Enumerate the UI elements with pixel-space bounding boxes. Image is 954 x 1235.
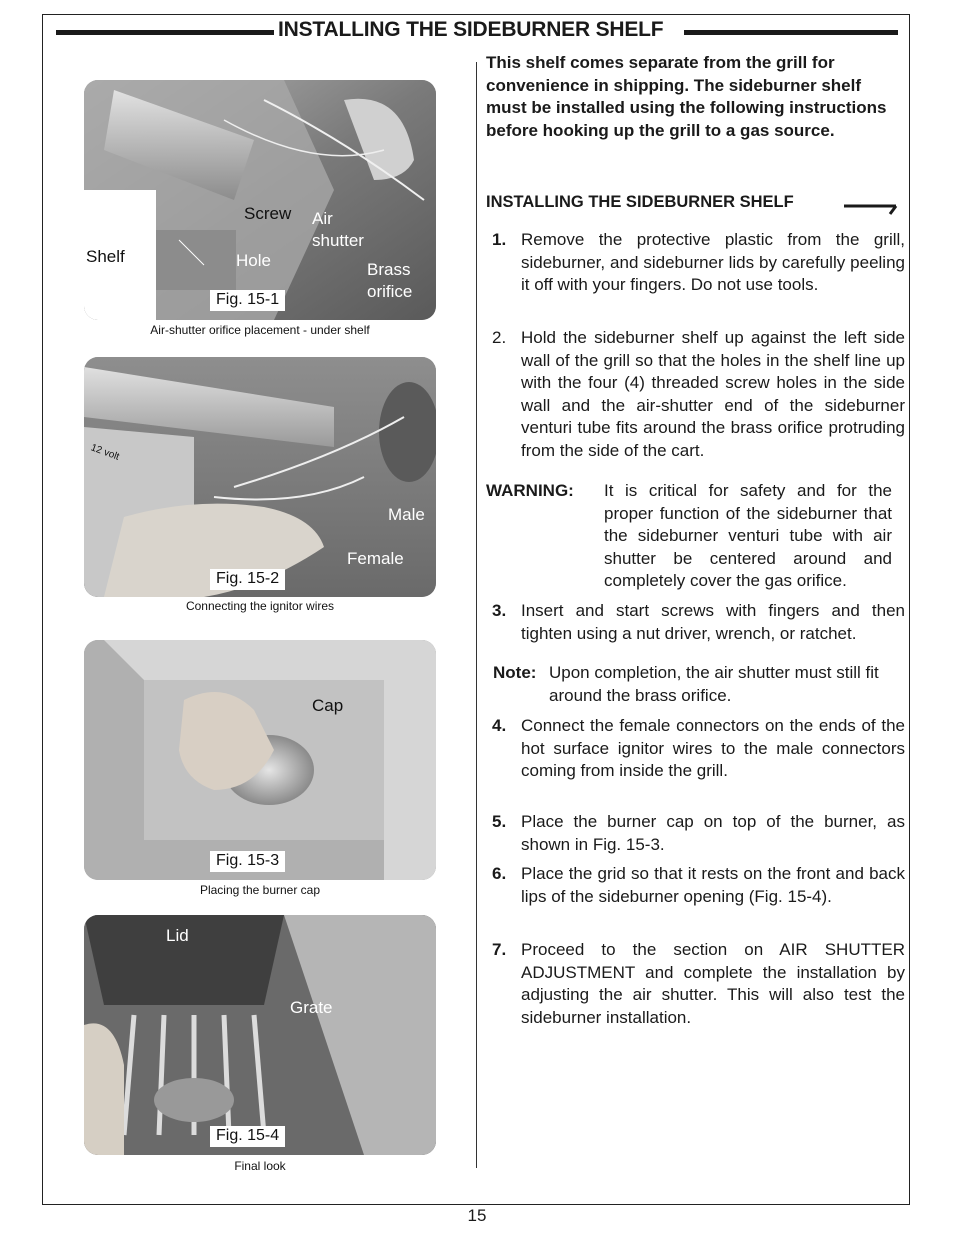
photo-final-look (84, 915, 436, 1155)
page-title: INSTALLING THE SIDEBURNER SHELF (278, 18, 664, 41)
figure-caption: Connecting the ignitor wires (185, 599, 335, 613)
label-air-shutter: Air shutter (312, 209, 364, 250)
step-text: Proceed to the section on AIR SHUTTER ADJUSTMENT and complete the installation by adjusting the air shutter. This will also test the sideburner installation. (521, 940, 905, 1027)
figure-15-4 (84, 915, 436, 1155)
step-text: Place the burner cap on top of the burner, as shown in Fig. 15-3. (521, 812, 905, 854)
intro-paragraph: This shelf comes separate from the grill for convenience in shipping. The sideburner shelf must be installed using the following instructions before hooking up the grill to a gas source. (486, 53, 887, 140)
step-number: 3. (492, 601, 507, 620)
figure-caption: Placing the burner cap (199, 883, 321, 897)
arrow-icon (842, 200, 900, 216)
label-hole: Hole (236, 251, 271, 270)
photo-burner-cap (84, 640, 436, 880)
step-text: Insert and start screws with fingers and then tighten using a nut driver, wrench, or ratchet. (521, 601, 905, 643)
step-number: 2. (492, 328, 507, 347)
label-male: Male (388, 505, 425, 524)
step-3 (492, 600, 905, 645)
step-text: Connect the female connectors on the ends of the hot surface ignitor wires to the male connectors coming from inside the grill. (521, 716, 905, 780)
label-female: Female (347, 549, 404, 568)
page-number: 15 (467, 1206, 487, 1225)
label-cap: Cap (312, 696, 344, 715)
step-2 (492, 327, 905, 462)
section-header (56, 18, 898, 44)
subsection-heading: INSTALLING THE SIDEBURNER SHELF (486, 193, 794, 211)
figure-15-1 (84, 80, 436, 320)
figure-15-3 (84, 640, 436, 880)
note-label: Note: (493, 663, 537, 682)
step-number: 5. (492, 812, 507, 831)
step-number: 4. (492, 716, 507, 735)
step-1 (492, 229, 905, 297)
step-5 (492, 811, 905, 856)
figure-caption: Final look (234, 1159, 286, 1173)
warning-text: It is critical for safety and for the proper function of the sideburner that the sideburner venturi tube with air shutter be centered around and completely cover the gas orifice. (604, 481, 892, 590)
step-number: 6. (492, 864, 507, 883)
note-text: Upon completion, the air shutter must still fit around the brass orifice. (549, 663, 879, 705)
column-divider (476, 62, 477, 1168)
step-number: 7. (492, 940, 507, 959)
label-12-volt: 12 volt (89, 442, 121, 463)
figure-15-2 (84, 357, 436, 597)
step-text: Hold the sideburner shelf up against the left side wall of the grill so that the holes in the shelf line up with the four (4) threaded screw holes in the side wall and the air-shutter end of the sideburner venturi tube fits around the brass orifice protruding from the side of the cart. (521, 328, 905, 460)
step-text: Remove the protective plastic from the grill, sideburner, and sideburner lids by carefully peeling it off with your fingers. Do not use tools. (521, 230, 905, 294)
step-6 (492, 863, 905, 908)
label-grate: Grate (290, 998, 333, 1017)
warning-label: WARNING: (486, 481, 574, 500)
label-lid: Lid (166, 926, 189, 945)
figure-tag: Fig. 15-1 (210, 290, 285, 311)
title-rule-right (684, 30, 898, 35)
note-block (493, 662, 893, 707)
figure-tag: Fig. 15-2 (210, 569, 285, 590)
warning-block (486, 480, 892, 593)
step-4 (492, 715, 905, 783)
label-brass-orifice: Brass orifice (367, 260, 413, 301)
step-number: 1. (492, 230, 507, 249)
step-7 (492, 939, 905, 1029)
figure-tag: Fig. 15-3 (210, 851, 285, 872)
label-screw: Screw (244, 204, 292, 223)
step-text: Place the grid so that it rests on the front and back lips of the sideburner opening (Fig. 15-4). (521, 864, 905, 906)
figure-caption: Air-shutter orifice placement - under shelf (150, 323, 370, 337)
figure-tag: Fig. 15-4 (210, 1126, 285, 1147)
title-rule-left (56, 30, 274, 35)
label-shelf: Shelf (86, 247, 125, 266)
